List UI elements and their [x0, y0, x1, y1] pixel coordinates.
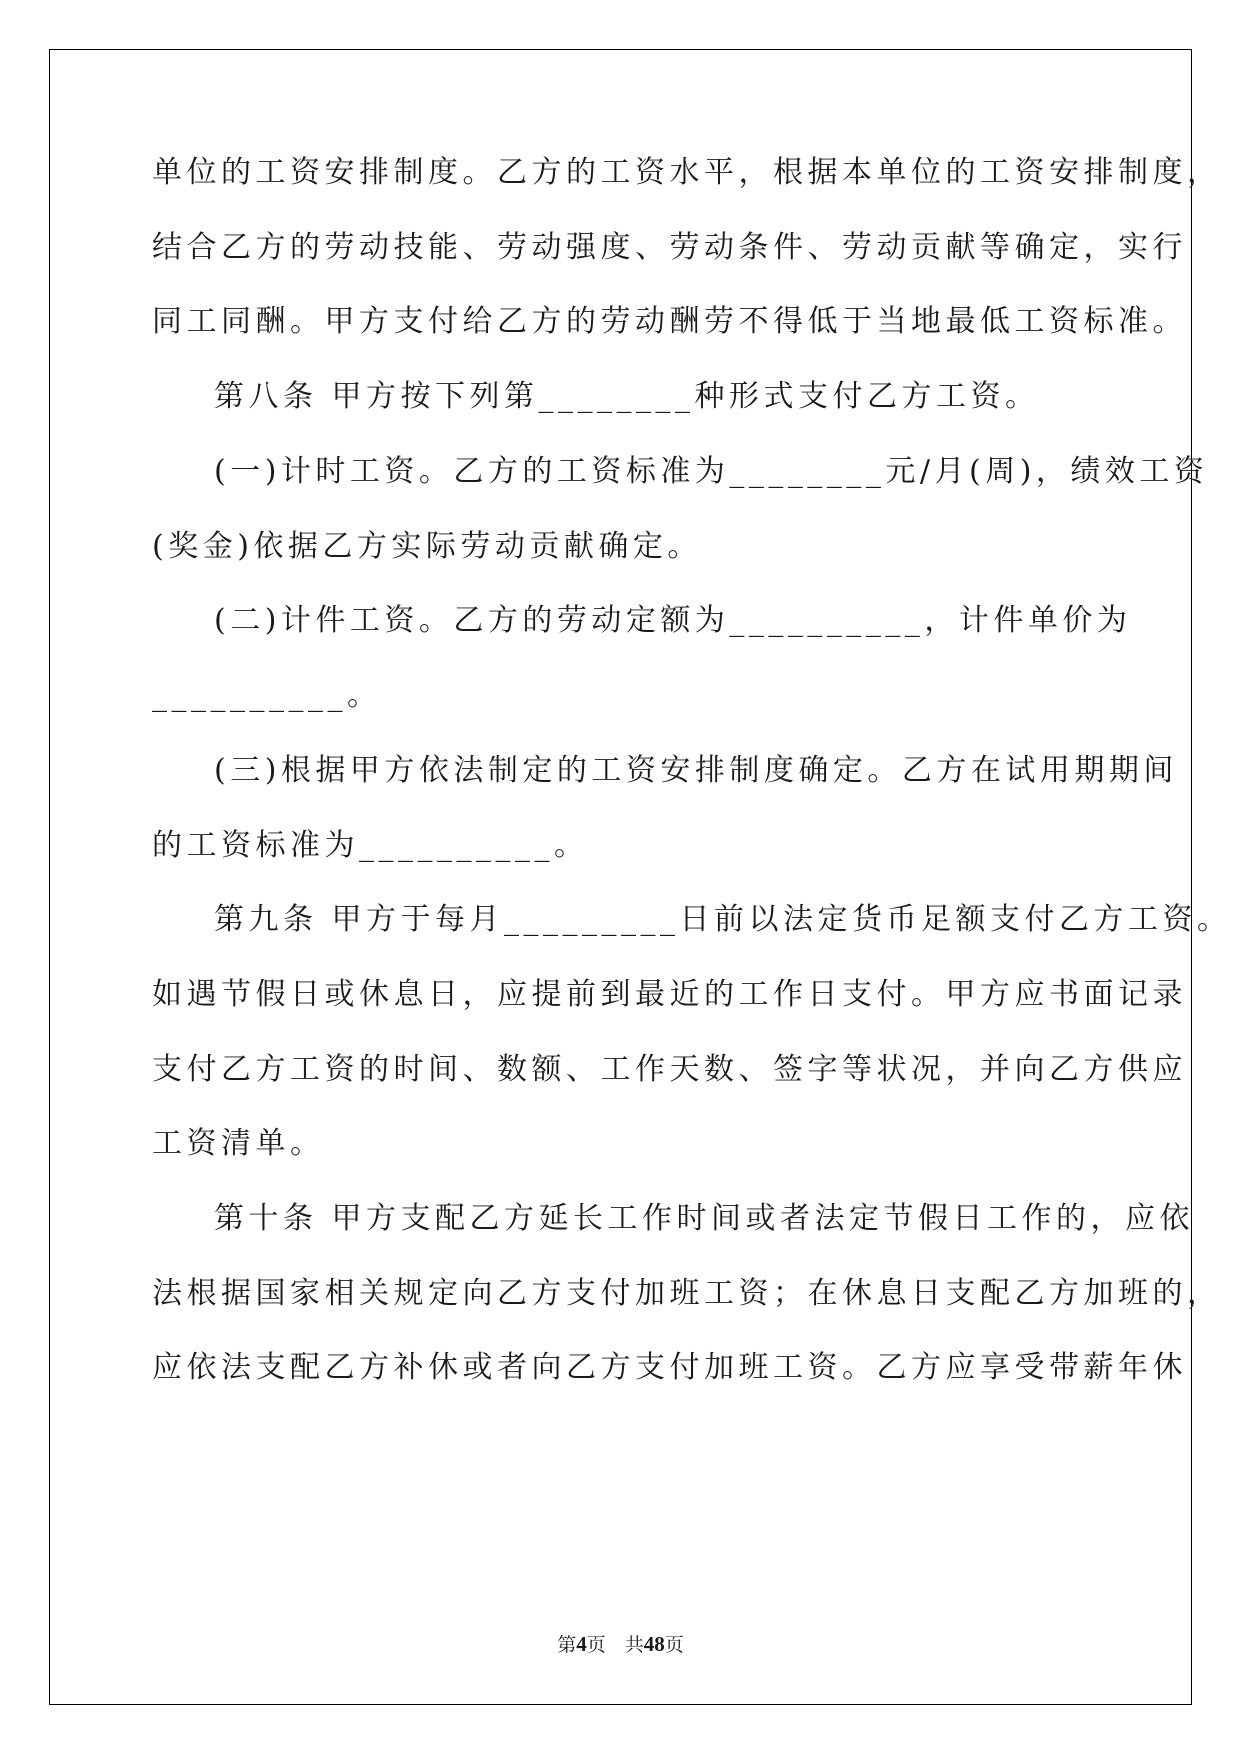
article-9-heading: 第九条 甲方于每月_________日前以法定货币足额支付乙方工资。 [214, 902, 1232, 937]
text-line: __________。 [152, 678, 382, 713]
footer-prefix: 第 [557, 1634, 577, 1656]
total-page-number: 48 [643, 1632, 665, 1656]
text-line: 的工资标准为__________。 [152, 828, 589, 863]
text-line: 同工同酬。甲方支付给乙方的劳动酬劳不得低于当地最低工资标准。 [152, 304, 1187, 339]
text-line: 工资清单。 [152, 1126, 325, 1161]
text-line: (奖金)依据乙方实际劳动贡献确定。 [152, 529, 702, 564]
text-line: 单位的工资安排制度。乙方的工资水平，根据本单位的工资安排制度， [152, 155, 1222, 190]
text-line: 支付乙方工资的时间、数额、工作天数、签字等状况，并向乙方供应 [152, 1052, 1187, 1087]
article-10-heading: 第十条 甲方支配乙方延长工作时间或者法定节假日工作的，应依 [214, 1201, 1195, 1236]
footer-middle: 页 共 [586, 1634, 644, 1656]
text-line: 应依法支配乙方补休或者向乙方支付加班工资。乙方应享受带薪年休 [152, 1350, 1187, 1385]
text-line: (二)计件工资。乙方的劳动定额为__________，计件单价为 [214, 603, 1132, 638]
text-line: 法根据国家相关规定向乙方支付加班工资；在休息日支配乙方加班的， [152, 1276, 1222, 1311]
footer-suffix: 页 [664, 1634, 684, 1656]
current-page-number: 4 [576, 1632, 587, 1656]
text-line: (三)根据甲方依法制定的工资安排制度确定。乙方在试用期期间 [214, 753, 1178, 788]
text-line: (一)计时工资。乙方的工资标准为________元/月(周)，绩效工资 [214, 454, 1209, 489]
page-footer [0, 1631, 1241, 1658]
page-border [49, 49, 1232, 1705]
text-line: 结合乙方的劳动技能、劳动强度、劳动条件、劳动贡献等确定，实行 [152, 230, 1187, 265]
text-line: 如遇节假日或休息日，应提前到最近的工作日支付。甲方应书面记录 [152, 977, 1187, 1012]
article-8-heading: 第八条 甲方按下列第________种形式支付乙方工资。 [214, 379, 1040, 414]
